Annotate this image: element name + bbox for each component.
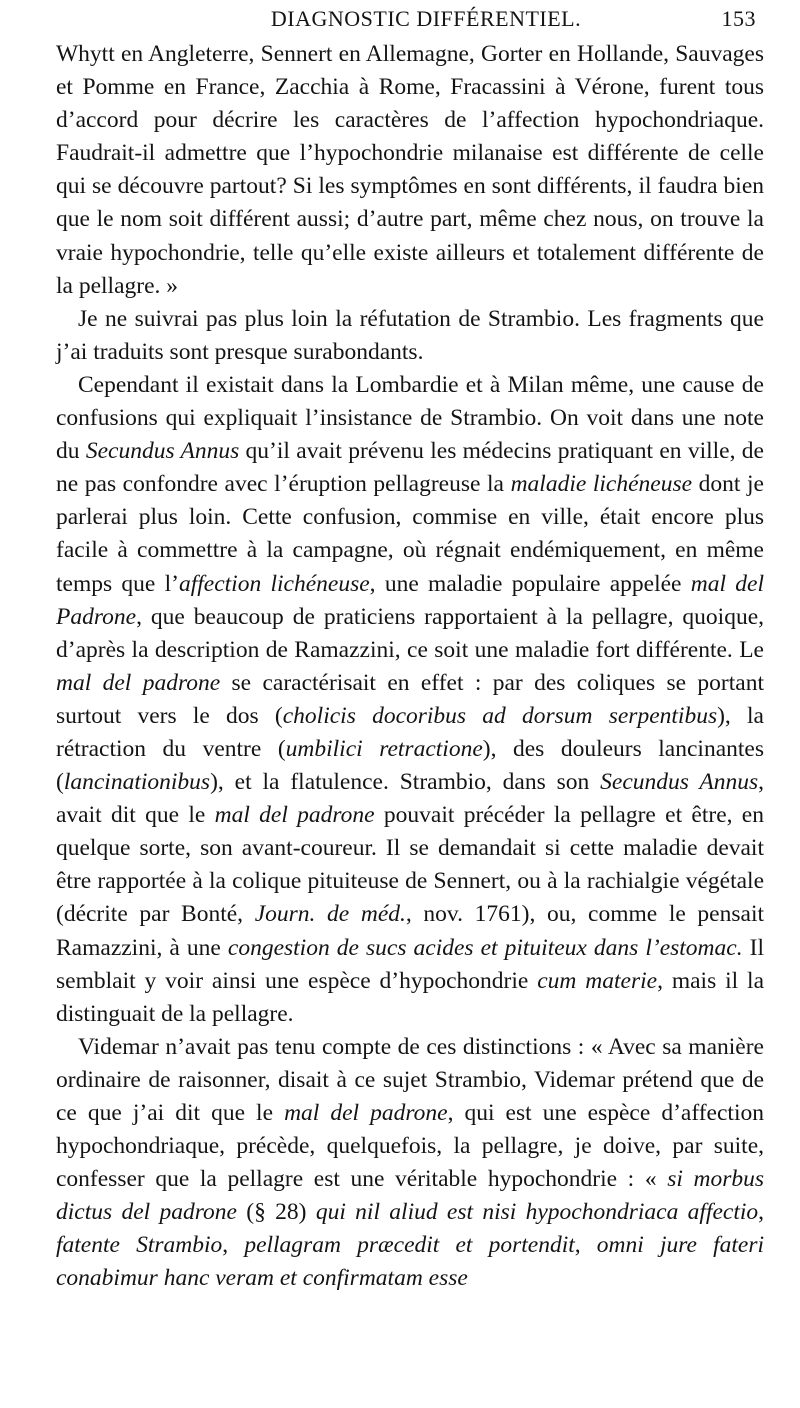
text-run: (§ 28)	[236, 1199, 316, 1226]
text-run: qu’il avait prévenu les médecins pratiquant en ville, de ne pas confondre avec l’éruption pellagreuse la	[56, 438, 764, 498]
italic-text-run: si morbus dictus del padrone	[56, 1166, 764, 1226]
italic-text-run: Secundus Annus	[600, 769, 759, 796]
text-run: ,	[574, 1232, 597, 1259]
text-run: , avait dit que le	[56, 769, 764, 829]
text-run: ,	[758, 1199, 765, 1226]
text-run: , mais il la distinguait de la pellagre.	[56, 967, 765, 1027]
italic-text-run: Secundus Annus	[85, 438, 240, 465]
paragraph	[56, 1031, 764, 1296]
italic-text-run: mal del Padrone	[56, 570, 764, 630]
italic-text-run: cholicis docoribus ad dorsum serpentibus	[282, 702, 718, 729]
text-run: dont je parlerai plus loin. Cette confusion, commise en ville, était encore plus facile à commettre à la campagne, où régnait endémiquement, en même temps que l’	[56, 471, 764, 597]
italic-text-run: maladie lichéneuse	[510, 471, 693, 498]
italic-text-run: mal del padrone	[284, 1100, 448, 1126]
running-title: DIAGNOSTIC DIFFÉRENTIEL.	[270, 6, 582, 31]
page-number: 153	[721, 6, 756, 31]
text-run: , qui est une espèce d’affection hypochondriaque, précède, quelquefois, la pellagre, je doive, par suite, confesser que la pellagre est une véritable hypochondrie : «	[56, 1100, 764, 1193]
running-head	[96, 6, 756, 36]
text-run: pouvait précéder la pellagre et être, en quelque sorte, son avant-coureur. Il se demandait si cette maladie devait être rapportée à la colique pituiteuse de Sennert, ou à la rachialgie végétale (décrite par Bonté,	[56, 802, 764, 928]
text-run: se caractérisait en effet : par des coliques se portant surtout vers le dos (	[56, 669, 764, 729]
italic-text-run: affection lichéneuse	[178, 570, 370, 597]
text-run: Whytt en Angleterre, Sennert en Allemagne, Gorter en Hollande, Sauvages et Pomme en France, Zacchia à Rome, Fracassini à Vérone, furent tous d’accord pour décrire les caractères de l’affection hypochondriaque. Faudrait-il admettre que l’hypochondrie milanaise est différente de celle qui se découvre partout? Si les symptômes en sont différents, il faudra bien que le nom soit différent aussi; d’autre part, même chez nous, on trouve la vraie hypochondrie, telle qu’elle existe ailleurs et totalement différente de la pellagre. »	[56, 41, 764, 299]
body-text	[56, 38, 764, 1296]
italic-text-run: mal del padrone	[56, 669, 221, 696]
paragraph	[56, 303, 764, 369]
italic-text-run: qui nil aliud est nisi hypochondriaca affectio	[315, 1199, 759, 1226]
text-run: Cependant il existait dans la Lombardie et à Milan même, une cause de confusions qui expliquait l’insistance de Strambio. On voit dans une note du	[56, 371, 764, 465]
paragraph	[56, 369, 764, 1031]
italic-text-run: umbilici retractione	[285, 735, 483, 762]
paragraph	[56, 38, 764, 303]
text-run: ), et la flatulence. Strambio, dans son	[210, 769, 601, 796]
text-run: Il semblait y voir ainsi une espèce d’hypochondrie	[56, 934, 764, 994]
italic-text-run: mal del padrone	[214, 802, 375, 829]
text-run: ), des douleurs lancinantes (	[56, 735, 764, 796]
italic-text-run: Journ. de méd.	[254, 901, 406, 928]
text-run: , nov. 1761), ou, comme le pensait Ramazzini, à une	[56, 901, 765, 961]
italic-text-run: congestion de sucs acides et pituiteux dans l’estomac.	[227, 934, 743, 961]
italic-text-run: lancinationibus	[63, 769, 211, 796]
italic-text-run: omni jure fateri conabimur hanc veram et confirmatam esse	[56, 1232, 764, 1292]
italic-text-run: fatente Strambio	[56, 1232, 223, 1259]
text-run: Videmar n’avait pas tenu compte de ces distinctions : « Avec sa manière ordinaire de raisonner, disait à ce sujet Strambio, Videmar prétend que de ce que j’ai dit que le	[56, 1033, 764, 1126]
text-run: , que beaucoup de praticiens rapportaient à la pellagre, quoique, d’après la description de Ramazzini, ce soit une maladie fort différente. Le	[56, 603, 764, 663]
text-run: ), la rétraction du ventre (	[56, 702, 764, 762]
text-run: ,	[222, 1232, 245, 1259]
text-run: , une maladie populaire appelée	[369, 570, 691, 597]
italic-text-run: pellagram præcedit et portendit	[244, 1232, 575, 1259]
italic-text-run: cum materie	[537, 967, 658, 994]
text-run: Je ne suivrai pas plus loin la réfutation de Strambio. Les fragments que j’ai traduits sont presque surabondants.	[56, 305, 764, 365]
